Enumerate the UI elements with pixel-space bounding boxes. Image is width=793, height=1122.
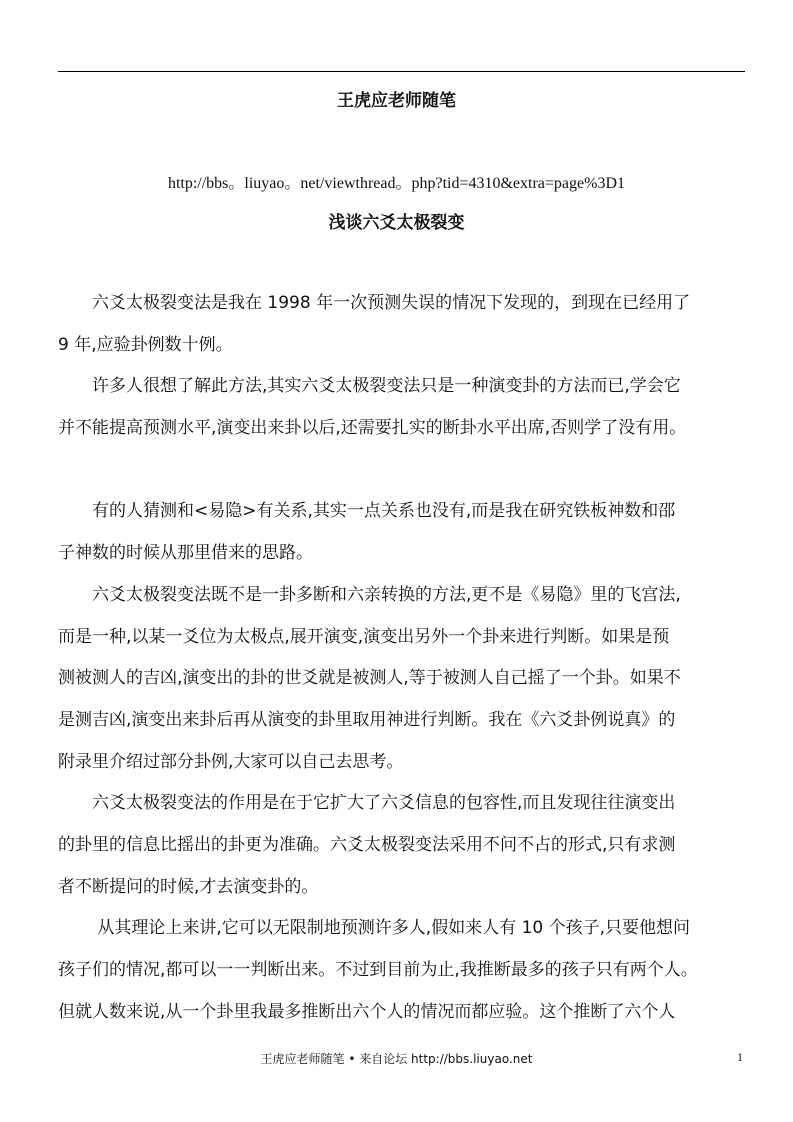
body-line: 子神数的时候从那里借来的思路。 — [58, 543, 313, 564]
body-line: 有的人猜测和<易隐>有关系,其实一点关系也没有,而是我在研究铁板神数和邵 — [58, 501, 676, 522]
body-line: 孩子们的情况,都可以一一判断出来。不过到目前为止,我推断最多的孩子只有两个人。 — [58, 960, 698, 980]
body-line: 但就人数来说,从一个卦里我最多推断出六个人的情况而都应验。这个推断了六个人 — [58, 1001, 676, 1022]
body-line: 者不断提问的时候,才去演变卦的。 — [58, 876, 319, 897]
body-line: 许多人很想了解此方法,其实六爻太极裂变法只是一种演变卦的方法而已,学会它 — [58, 376, 681, 397]
body-line: 测被测人的吉凶,演变出的卦的世爻就是被测人,等于被测人自己摇了一个卦。如果不 — [58, 668, 681, 689]
body-line: 六爻太极裂变法的作用是在于它扩大了六爻信息的包容性,而且发现往往演变出 — [58, 793, 676, 814]
body-line: 9 年,应验卦例数十例。 — [58, 334, 233, 355]
page-header-title: 王虎应老师随笔 — [337, 91, 456, 111]
header-divider — [58, 71, 745, 72]
body-line: 附录里介绍过部分卦例,大家可以自己去思考。 — [58, 751, 404, 772]
body-line: 并不能提高预测水平,演变出来卦以后,还需要扎实的断卦水平出席,否则学了没有用。 — [58, 418, 687, 439]
body-line: 而是一种,以某一爻位为太极点,展开演变,演变出另外一个卦来进行判断。如果是预 — [58, 626, 670, 647]
body-line: 六爻太极裂变法是我在 1998 年一次预测失误的情况下发现的，到现在已经用了 — [58, 293, 691, 313]
page-number: 1 — [737, 1050, 743, 1064]
source-url: http://bbs。liuyao。net/viewthread。php?tid=4310&extra=page%3D1 — [167, 175, 626, 192]
body-line: 从其理论上来讲,它可以无限制地预测许多人,假如来人有 10 个孩子,只要他想问 — [58, 918, 691, 939]
article-body — [58, 283, 748, 1033]
body-line: 是测吉凶,演变出来卦后再从演变的卦里取用神进行判断。我在《六爻卦例说真》的 — [58, 709, 676, 730]
page-footer: 王虎应老师随笔 • 来自论坛 http://bbs.liuyao.net — [260, 1052, 533, 1066]
paragraph-gap — [58, 450, 748, 492]
body-line: 六爻太极裂变法既不是一卦多断和六亲转换的方法,更不是《易隐》里的飞宫法, — [58, 584, 681, 605]
body-line: 的卦里的信息比摇出的卦更为准确。六爻太极裂变法采用不问不占的形式,只有求测 — [58, 834, 676, 855]
article-title: 浅谈六爻太极裂变 — [328, 213, 465, 233]
